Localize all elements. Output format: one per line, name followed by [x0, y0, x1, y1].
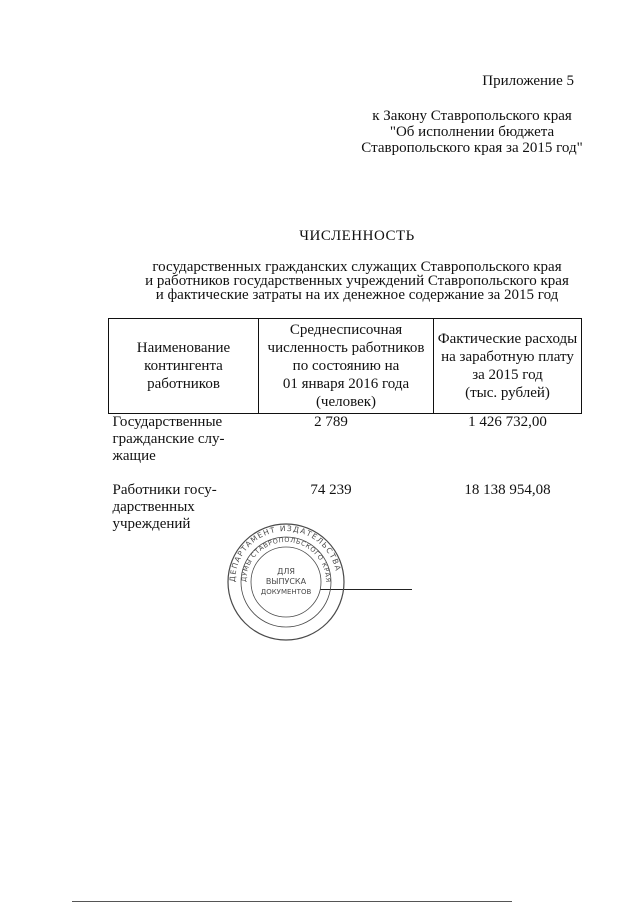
table-row: [109, 414, 582, 479]
header-line: контингента: [144, 358, 223, 374]
subtitle-line: и работников государственных учреждений Ставропольского края: [145, 273, 569, 289]
law-line: "Об исполнении бюджета: [389, 124, 555, 140]
law-reference: [342, 108, 602, 156]
stamp-outer-text: ДЕПАРТАМЕНТ ИЗДАТЕЛЬСТВА: [227, 523, 343, 583]
header-line: (человек): [315, 394, 377, 410]
stamp-inner-text: ДУМЫ СТАВРОПОЛЬСКОГО КРАЯ: [239, 535, 333, 583]
header-cell-count: [259, 319, 434, 414]
appendix-number: Приложение 5: [482, 73, 574, 89]
header-line: работников: [147, 376, 220, 392]
bottom-edge-line: [72, 901, 512, 902]
header-cell-name: [109, 319, 259, 414]
row-expenses-cell: 1 426 732,00: [468, 414, 547, 430]
row-name-line: Работники госу-: [112, 482, 217, 498]
stamp-center-line: ВЫПУСКА: [265, 577, 307, 586]
table-header-row: [109, 319, 582, 414]
header-line: на заработную плату: [441, 349, 574, 365]
subtitle-line: государственных гражданских служащих Ставропольского края: [152, 259, 562, 275]
header-line: численность работников: [267, 340, 425, 356]
row-name-line: Государственные: [112, 414, 223, 430]
header-cell-expenses: [434, 319, 582, 414]
header-line: 01 января 2016 года: [282, 376, 410, 392]
row-name-line: гражданские слу-: [112, 431, 225, 447]
header-line: Фактические расходы: [437, 331, 578, 347]
official-stamp: [226, 522, 346, 642]
row-name-cell: [109, 414, 259, 479]
row-name-line: дарственных: [112, 499, 195, 515]
row-count-cell: 2 789: [314, 414, 348, 430]
subtitle-line: и фактические затраты на их денежное содержание за 2015 год: [155, 287, 559, 303]
document-title: ЧИСЛЕННОСТЬ: [299, 228, 415, 244]
row-name-line: жащие: [112, 448, 156, 464]
stamp-center-line: ДОКУМЕНТОВ: [260, 588, 312, 596]
document-subtitle: [0, 260, 640, 302]
header-line: по состоянию на: [292, 358, 400, 374]
law-line: Ставропольского края за 2015 год": [361, 140, 583, 156]
row-name-line: учреждений: [112, 516, 191, 532]
header-line: за 2015 год: [472, 367, 543, 383]
header-line: Наименование: [136, 340, 231, 356]
law-line: к Закону Ставропольского края: [372, 108, 572, 124]
header-line: (тыс. рублей): [465, 385, 550, 401]
row-count-cell: 74 239: [310, 482, 352, 498]
stamp-center-line: ДЛЯ: [277, 567, 295, 576]
row-expenses-cell: 18 138 954,08: [464, 482, 551, 498]
data-table: [108, 318, 582, 533]
header-line: Среднесписочная: [289, 322, 403, 338]
